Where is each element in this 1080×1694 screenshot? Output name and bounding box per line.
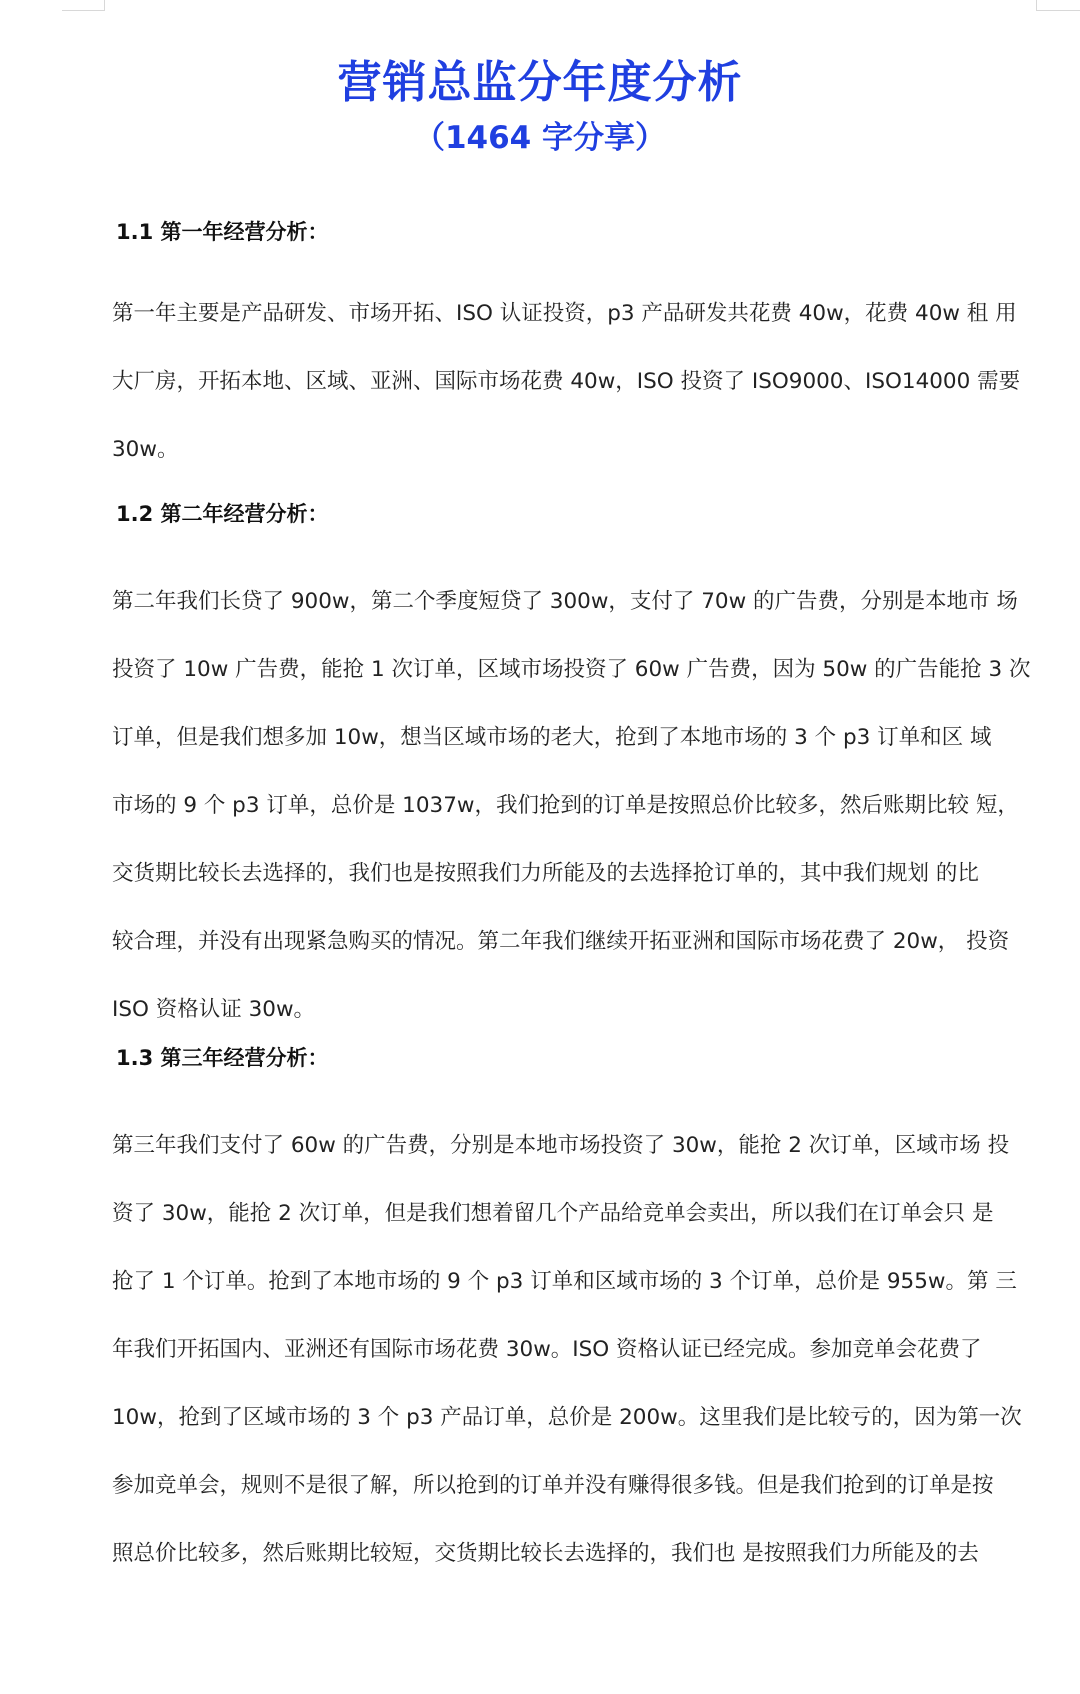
- paragraph-line: 投资了 10w 广告费，能抢 1 次订单，区域市场投资了 60w 广告费，因为 50w 的广告能抢 3 次: [112, 657, 1031, 682]
- paragraph-line: 第一年主要是产品研发、市场开拓、ISO 认证投资，p3 产品研发共花费 40w，花费 40w 租 用: [112, 301, 1017, 326]
- section-paragraph-3: [112, 1112, 1038, 1588]
- paragraph-line: 交货期比较长去选择的，我们也是按照我们力所能及的去选择抢订单的，其中我们规划 的比: [112, 861, 979, 886]
- paragraph-line: 照总价比较多，然后账期比较短，交货期比较长去选择的，我们也 是按照我们力所能及的去: [112, 1541, 979, 1566]
- paragraph-line: 资了 30w，能抢 2 次订单，但是我们想着留几个产品给竞单会卖出，所以我们在订单会只 是: [112, 1201, 994, 1226]
- paragraph-line: 抢了 1 个订单。抢到了本地市场的 9 个 p3 订单和区域市场的 3 个订单，总价是 955w。第 三: [112, 1269, 1017, 1294]
- paragraph-line: 第三年我们支付了 60w 的广告费，分别是本地市场投资了 30w，能抢 2 次订单，区域市场 投: [112, 1133, 1010, 1158]
- paragraph-line: 大厂房，开拓本地、区域、亚洲、国际市场花费 40w，ISO 投资了 ISO9000、ISO14000 需要: [112, 369, 1021, 394]
- paragraph-line: ISO 资格认证 30w。: [112, 997, 316, 1022]
- paragraph-line: 较合理，并没有出现紧急购买的情况。第二年我们继续开拓亚洲和国际市场花费了 20w， 投资: [112, 929, 1010, 954]
- paragraph-line: 30w。: [112, 437, 179, 462]
- section-paragraph-2: [112, 568, 1038, 1044]
- document-subtitle: （1464 字分享）: [413, 120, 667, 156]
- paragraph-line: 参加竞单会，规则不是很了解，所以抢到的订单并没有赚得很多钱。但是我们抢到的订单是按: [112, 1473, 994, 1498]
- document-title: 营销总监分年度分析: [337, 57, 743, 108]
- section-paragraph-1: [112, 280, 1038, 484]
- page-corner-mark-left: [62, 0, 105, 11]
- page-corner-mark-right: [1036, 0, 1080, 11]
- section-heading-2: 1.2 第二年经营分析：: [116, 502, 329, 526]
- paragraph-line: 市场的 9 个 p3 订单，总价是 1037w，我们抢到的订单是按照总价比较多，然后账期比较 短，: [112, 793, 1019, 818]
- paragraph-line: 10w，抢到了区域市场的 3 个 p3 产品订单，总价是 200w。这里我们是比较亏的，因为第一次: [112, 1405, 1022, 1430]
- paragraph-line: 订单，但是我们想多加 10w，想当区域市场的老大，抢到了本地市场的 3 个 p3 订单和区 域: [112, 725, 992, 750]
- section-heading-1: 1.1 第一年经营分析：: [116, 220, 329, 244]
- paragraph-line: 年我们开拓国内、亚洲还有国际市场花费 30w。ISO 资格认证已经完成。参加竞单会花费了: [112, 1337, 982, 1362]
- section-heading-3: 1.3 第三年经营分析：: [116, 1046, 329, 1070]
- paragraph-line: 第二年我们长贷了 900w，第二个季度短贷了 300w，支付了 70w 的广告费，分别是本地市 场: [112, 589, 1018, 614]
